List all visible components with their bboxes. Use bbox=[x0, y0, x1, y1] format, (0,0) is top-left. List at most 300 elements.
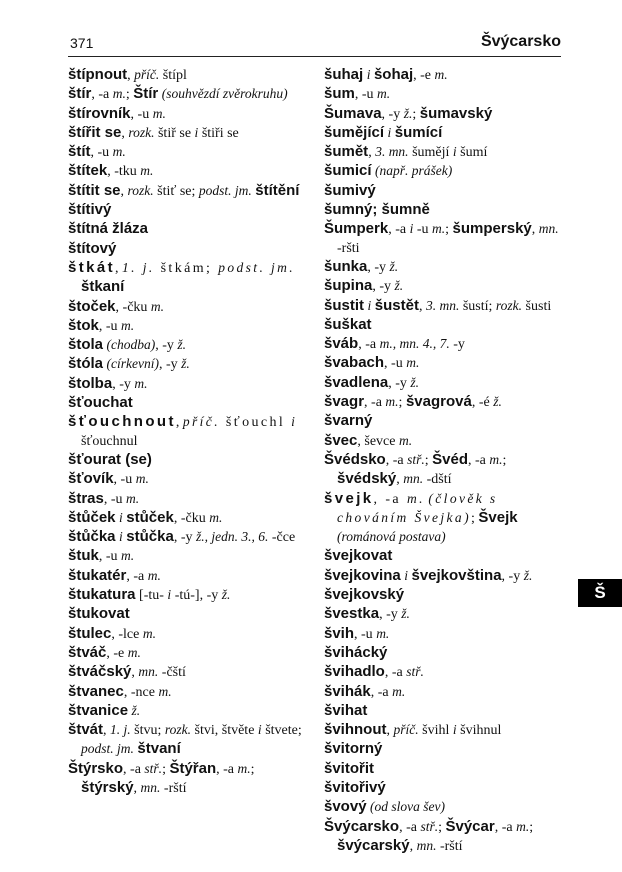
dictionary-entry bbox=[324, 586, 564, 605]
entry-text: -rští bbox=[160, 780, 187, 796]
entry-headword: štít bbox=[68, 143, 91, 161]
entry-headword: švagr bbox=[324, 393, 365, 411]
entry-headword: šuhaj bbox=[324, 66, 364, 83]
entry-text: i bbox=[366, 67, 371, 82]
entry-headword: švédský bbox=[337, 470, 397, 488]
entry-headword: švejkovština bbox=[411, 566, 502, 584]
entry-text: , -y bbox=[381, 106, 404, 122]
entry-text: štiři se bbox=[198, 125, 239, 141]
entry-text: šumějí bbox=[408, 145, 453, 161]
entry-headword: švejkovat bbox=[324, 547, 393, 565]
entry-text: , bbox=[396, 472, 404, 488]
dictionary-entry bbox=[324, 143, 564, 162]
entry-text: -y bbox=[449, 337, 465, 353]
entry-text: , -čku bbox=[115, 299, 151, 315]
entry-text: stř. bbox=[144, 760, 163, 776]
entry-headword: Švejk bbox=[478, 508, 518, 526]
dictionary-entry bbox=[68, 240, 308, 259]
dictionary-entry bbox=[68, 105, 308, 124]
entry-text: i bbox=[119, 529, 123, 545]
entry-headword: šuškat bbox=[324, 315, 372, 333]
entry-text: , -a bbox=[373, 491, 407, 507]
entry-text: i bbox=[167, 587, 172, 603]
dictionary-entry bbox=[68, 586, 308, 605]
dictionary-entry bbox=[68, 470, 308, 489]
right-column bbox=[324, 66, 564, 856]
entry-headword: šumicí bbox=[324, 162, 372, 180]
entry-headword: švový bbox=[324, 798, 367, 816]
entry-text: , -y bbox=[379, 607, 402, 623]
entry-headword: Štýřan bbox=[169, 759, 217, 777]
entry-text: švihnul bbox=[456, 723, 502, 739]
entry-headword: štvaní bbox=[137, 740, 181, 758]
entry-headword: švitorný bbox=[324, 740, 383, 758]
entry-text: , -é bbox=[471, 395, 494, 411]
entry-headword: štítek bbox=[68, 162, 108, 180]
entry-text: , -y bbox=[367, 259, 390, 275]
entry-headword: štuk bbox=[68, 547, 99, 565]
entry-headword: štůček bbox=[68, 508, 116, 526]
entry-text: , -u bbox=[354, 87, 378, 103]
dictionary-entry bbox=[68, 220, 308, 239]
entry-headword: štukatura bbox=[68, 586, 136, 604]
entry-text: m. bbox=[126, 490, 140, 506]
entry-text: (chodba) bbox=[106, 337, 156, 353]
dictionary-entry bbox=[68, 683, 308, 702]
entry-text: i bbox=[409, 221, 414, 237]
dictionary-entry bbox=[324, 451, 564, 490]
entry-text: šťouchl bbox=[219, 415, 292, 431]
entry-headword: švitořivý bbox=[324, 778, 386, 796]
entry-text: ž., jedn. 3., 6. bbox=[196, 529, 269, 545]
entry-headword: štír bbox=[68, 85, 92, 103]
entry-text: m. bbox=[127, 644, 141, 660]
entry-headword: Šumperk bbox=[324, 220, 389, 238]
entry-text: rozk. bbox=[495, 297, 523, 313]
entry-text: -dští bbox=[423, 472, 452, 488]
dictionary-entry bbox=[68, 663, 308, 682]
entry-text: ; bbox=[502, 452, 507, 468]
entry-text: 1. j. bbox=[110, 722, 131, 738]
entry-headword: štítění bbox=[255, 181, 300, 199]
entry-text: , -e bbox=[106, 645, 128, 661]
dictionary-entry bbox=[324, 66, 564, 85]
entry-text: , -a bbox=[370, 684, 393, 700]
entry-text: , -y bbox=[388, 375, 411, 391]
dictionary-entry bbox=[324, 760, 564, 779]
entry-headword: švihat bbox=[324, 701, 368, 719]
entry-text: mn. bbox=[138, 664, 159, 680]
entry-text: ; bbox=[250, 761, 255, 777]
dictionary-entry bbox=[324, 105, 564, 124]
entry-text: podst. jm. bbox=[198, 182, 252, 198]
dictionary-entry bbox=[324, 625, 564, 644]
entry-text: m. bbox=[147, 567, 161, 583]
entry-text: rozk. bbox=[164, 722, 192, 738]
entry-headword: štukovat bbox=[68, 605, 130, 623]
entry-headword: švihnout bbox=[324, 721, 387, 739]
entry-text: , -a bbox=[216, 761, 238, 777]
entry-text: , -u bbox=[103, 491, 127, 507]
entry-headword: šumivý bbox=[324, 181, 376, 199]
entry-text: , bbox=[131, 665, 139, 681]
entry-text: m. bbox=[406, 355, 420, 371]
entry-text: m. bbox=[135, 471, 149, 487]
entry-headword: švarný bbox=[324, 412, 373, 430]
entry-text: , ševce bbox=[357, 433, 399, 449]
entry-text: ž. bbox=[131, 702, 141, 718]
entry-text: , -a bbox=[399, 819, 421, 835]
entry-headword: šustit bbox=[324, 296, 365, 314]
entry-text: stř. bbox=[420, 818, 439, 834]
entry-headword: štras bbox=[68, 489, 104, 507]
entry-text: , -a bbox=[91, 87, 113, 103]
entry-text: , bbox=[121, 125, 129, 141]
entry-text: i bbox=[257, 722, 262, 738]
entry-text: mn. bbox=[403, 471, 424, 487]
entry-text: i bbox=[194, 124, 199, 140]
dictionary-entry bbox=[68, 490, 308, 509]
entry-text: , bbox=[418, 298, 426, 314]
entry-text: (např. prášek) bbox=[375, 163, 453, 179]
entry-text: příč. bbox=[134, 67, 160, 82]
entry-text: šustí; bbox=[459, 298, 496, 314]
entry-headword: štulec bbox=[68, 624, 112, 642]
entry-text: , -a bbox=[123, 761, 145, 777]
entry-headword: Šumava bbox=[324, 104, 382, 122]
entry-text: stř. bbox=[406, 664, 424, 680]
entry-headword: šumperský bbox=[452, 220, 532, 238]
entry-text: ž. bbox=[403, 105, 413, 121]
entry-text: ž. bbox=[177, 337, 187, 353]
entry-headword: štola bbox=[68, 336, 104, 354]
page-number: 371 bbox=[70, 35, 94, 51]
entry-text: m. bbox=[392, 683, 406, 699]
entry-headword: šustět bbox=[374, 296, 419, 314]
entry-text: [-tu- bbox=[135, 588, 168, 604]
entry-headword: švýcarský bbox=[337, 836, 410, 854]
dictionary-entry bbox=[68, 394, 308, 413]
entry-text: i bbox=[119, 509, 123, 525]
entry-headword: šumějící bbox=[324, 123, 385, 141]
entry-text: 1. j. bbox=[122, 259, 155, 275]
entry-text: štvu; bbox=[130, 723, 165, 739]
dictionary-entry bbox=[324, 316, 564, 335]
dictionary-entry bbox=[324, 605, 564, 624]
entry-text: , -a bbox=[358, 337, 380, 353]
entry-text: , -y bbox=[372, 279, 395, 295]
dictionary-entry bbox=[324, 567, 564, 586]
entry-text: ; bbox=[438, 819, 446, 835]
entry-text: , -y bbox=[155, 338, 178, 354]
entry-text: štípl bbox=[159, 68, 187, 83]
entry-text: , -u bbox=[90, 145, 113, 161]
entry-text: mn. bbox=[538, 221, 559, 237]
entry-headword: Švéd bbox=[432, 450, 468, 468]
entry-text: , bbox=[531, 222, 539, 238]
entry-text: , -tku bbox=[107, 164, 141, 180]
entry-headword: štoček bbox=[68, 297, 116, 315]
entry-text: , -y bbox=[173, 530, 196, 546]
entry-text: , -a bbox=[467, 452, 490, 468]
entry-text: , bbox=[368, 145, 376, 161]
entry-text: m. bbox=[237, 760, 251, 776]
entry-text: , bbox=[133, 780, 141, 796]
entry-text: , bbox=[409, 838, 417, 854]
entry-text: m. bbox=[121, 317, 135, 333]
entry-text: m. bbox=[489, 451, 503, 467]
entry-text: m. bbox=[398, 432, 413, 448]
dictionary-entry bbox=[68, 182, 308, 201]
dictionary-entry bbox=[324, 220, 564, 258]
entry-text: šumí bbox=[456, 145, 488, 161]
entry-text: (člověk s chováním Švejka) bbox=[337, 490, 498, 525]
dictionary-entry bbox=[68, 451, 308, 470]
dictionary-entry bbox=[324, 297, 564, 316]
dictionary-entry bbox=[68, 298, 308, 317]
entry-headword: šunka bbox=[324, 257, 368, 275]
entry-headword: štířit se bbox=[68, 123, 122, 141]
entry-text: m. bbox=[209, 509, 223, 525]
entry-headword: štvát bbox=[68, 721, 104, 739]
entry-headword: štolba bbox=[68, 374, 113, 392]
entry-text: , -a bbox=[385, 452, 408, 468]
dictionary-entry bbox=[68, 355, 308, 374]
entry-text: , bbox=[175, 415, 183, 431]
entry-text: , -čku bbox=[173, 510, 210, 526]
entry-headword: šumavský bbox=[419, 104, 493, 122]
entry-text: m. bbox=[134, 375, 148, 391]
entry-headword: švejkovina bbox=[324, 566, 401, 584]
entry-headword: štkaní bbox=[81, 278, 125, 296]
dictionary-entry bbox=[324, 374, 564, 393]
entry-text: štvete; bbox=[261, 723, 302, 739]
dictionary-entry bbox=[324, 490, 564, 548]
entry-headword: štok bbox=[68, 316, 99, 334]
entry-text: ; bbox=[470, 510, 479, 526]
entry-headword: šumět bbox=[324, 143, 369, 161]
entry-text: , -lce bbox=[111, 626, 143, 642]
dictionary-entry bbox=[324, 547, 564, 566]
entry-headword: švihadlo bbox=[324, 663, 385, 681]
entry-text: -rští bbox=[436, 838, 463, 854]
entry-headword: Štýrsko bbox=[68, 759, 124, 777]
entry-headword: štváčský bbox=[68, 663, 132, 681]
left-column bbox=[68, 66, 308, 798]
entry-text: ž. bbox=[181, 356, 190, 372]
entry-headword: šťouchnout bbox=[68, 413, 176, 431]
entry-headword: štítivý bbox=[68, 201, 112, 219]
dictionary-entry bbox=[324, 85, 564, 104]
entry-text: m. bbox=[140, 163, 154, 179]
entry-text: ; bbox=[125, 87, 134, 103]
entry-text: , -u bbox=[98, 318, 122, 334]
entry-text: , -u bbox=[354, 626, 377, 642]
dictionary-entry bbox=[324, 818, 564, 857]
entry-headword: štítit se bbox=[68, 181, 121, 199]
entry-text: -tú-], -y bbox=[171, 588, 222, 604]
entry-headword: švihácký bbox=[324, 643, 388, 661]
entry-headword: šumící bbox=[394, 123, 443, 141]
dictionary-entry bbox=[324, 277, 564, 296]
entry-headword: švec bbox=[324, 431, 358, 449]
entry-text: m. bbox=[406, 490, 425, 506]
entry-text: , bbox=[120, 183, 128, 199]
entry-text: m. bbox=[112, 144, 126, 160]
entry-text: , bbox=[127, 68, 135, 83]
entry-text: mn. bbox=[140, 779, 161, 795]
dictionary-entry bbox=[68, 509, 308, 528]
dictionary-entry bbox=[324, 335, 564, 354]
entry-headword: šumný; šumně bbox=[324, 201, 430, 219]
entry-text: (souhvězdí zvěrokruhu) bbox=[161, 86, 288, 102]
thumb-index-tab: Š bbox=[578, 579, 622, 607]
entry-text: ž. bbox=[394, 278, 404, 294]
dictionary-entry bbox=[68, 721, 308, 760]
entry-text: , -a bbox=[126, 568, 148, 584]
entry-text: ž. bbox=[221, 587, 231, 603]
entry-text: ž. bbox=[493, 394, 502, 410]
entry-text: m. bbox=[385, 394, 399, 410]
entry-headword: švejkovský bbox=[324, 586, 405, 604]
dictionary-entry bbox=[324, 432, 564, 451]
entry-headword: Švédsko bbox=[324, 450, 386, 468]
entry-headword: štvanec bbox=[68, 682, 124, 700]
entry-text: (románová postava) bbox=[337, 529, 446, 545]
entry-text: švihl bbox=[418, 723, 453, 739]
entry-text: , bbox=[386, 723, 394, 739]
entry-text: ž. bbox=[389, 258, 399, 274]
entry-text: , -a bbox=[388, 222, 410, 238]
entry-text: , -y bbox=[112, 376, 135, 392]
dictionary-entry bbox=[324, 798, 564, 817]
entry-text: podst. jm. bbox=[81, 741, 134, 757]
entry-text: m. bbox=[377, 86, 391, 102]
entry-text: m. bbox=[142, 625, 156, 641]
entry-text: m. bbox=[150, 298, 165, 314]
dictionary-entry bbox=[324, 663, 564, 682]
entry-text: , -a bbox=[494, 819, 517, 835]
entry-text: , -a bbox=[384, 665, 407, 681]
dictionary-entry bbox=[324, 779, 564, 798]
entry-text: ; bbox=[412, 106, 420, 122]
entry-text: m. bbox=[516, 818, 530, 834]
entry-text: rozk. bbox=[128, 124, 155, 140]
dictionary-entry bbox=[68, 85, 308, 104]
entry-text: 3. mn. bbox=[425, 297, 460, 313]
dictionary-entry bbox=[68, 259, 308, 298]
entry-text: m. bbox=[121, 548, 135, 564]
entry-text: , -y bbox=[158, 357, 182, 373]
entry-text: , -u bbox=[98, 549, 122, 565]
entry-text: 3. mn. bbox=[375, 144, 409, 160]
entry-text: ; bbox=[529, 819, 534, 835]
entry-headword: šťovík bbox=[68, 470, 114, 488]
dictionary-entry bbox=[324, 702, 564, 721]
entry-headword: švejk bbox=[324, 489, 374, 507]
entry-headword: šohaj bbox=[373, 66, 414, 83]
dictionary-entry bbox=[68, 644, 308, 663]
entry-text: podst. jm. bbox=[218, 259, 296, 275]
entry-text: šusti bbox=[522, 298, 552, 314]
entry-text: ; bbox=[424, 452, 433, 468]
entry-text: m. bbox=[432, 221, 446, 237]
entry-text: (od slova šev) bbox=[370, 799, 446, 815]
entry-text: , bbox=[115, 260, 123, 276]
entry-headword: švitořit bbox=[324, 759, 375, 777]
entry-headword: Štír bbox=[133, 85, 159, 103]
entry-text: -čce bbox=[268, 530, 296, 546]
dictionary-entry bbox=[68, 201, 308, 220]
entry-headword: štkát bbox=[68, 258, 116, 276]
entry-headword: švadlena bbox=[324, 373, 389, 391]
entry-text: i bbox=[291, 414, 295, 430]
running-head: Švýcarsko bbox=[480, 33, 561, 50]
dictionary-entry bbox=[324, 412, 564, 431]
entry-text: štiř se bbox=[154, 125, 195, 141]
entry-text: štiť se; bbox=[153, 183, 199, 199]
header-rule bbox=[68, 56, 561, 57]
dictionary-entry bbox=[324, 683, 564, 702]
entry-text: m. bbox=[158, 683, 172, 699]
entry-headword: štukatér bbox=[68, 566, 127, 584]
entry-headword: švabach bbox=[324, 354, 385, 372]
entry-text: ž. bbox=[401, 606, 410, 622]
entry-headword: štítná žláza bbox=[68, 220, 149, 238]
entry-text: , -e bbox=[413, 68, 435, 83]
dictionary-entry bbox=[68, 336, 308, 355]
entry-text: i bbox=[404, 567, 408, 583]
dictionary-entry bbox=[324, 644, 564, 663]
dictionary-entry bbox=[68, 702, 308, 721]
entry-text: štvi, štvěte bbox=[191, 723, 258, 739]
dictionary-entry bbox=[68, 605, 308, 624]
dictionary-entry bbox=[68, 162, 308, 181]
entry-headword: stůček bbox=[126, 508, 174, 526]
entry-text: rozk. bbox=[127, 182, 154, 198]
dictionary-entry bbox=[324, 124, 564, 143]
entry-headword: Švýcar bbox=[445, 817, 495, 835]
entry-text: šťouchnul bbox=[81, 433, 138, 449]
entry-text: m. bbox=[434, 67, 448, 82]
dictionary-entry bbox=[68, 413, 308, 451]
entry-text: -ršti bbox=[337, 240, 360, 256]
entry-text: i bbox=[452, 722, 457, 738]
dictionary-entry bbox=[324, 354, 564, 373]
entry-headword: švihák bbox=[324, 682, 371, 700]
entry-text: štkám; bbox=[154, 260, 219, 276]
entry-text: ž. bbox=[410, 374, 420, 390]
dictionary-entry bbox=[324, 258, 564, 277]
entry-text: , -nce bbox=[123, 684, 159, 700]
entry-text: , bbox=[103, 723, 111, 739]
dictionary-entry bbox=[68, 66, 308, 85]
entry-headword: štýrský bbox=[81, 778, 134, 796]
entry-headword: štítový bbox=[68, 239, 117, 257]
dictionary-entry bbox=[68, 143, 308, 162]
dictionary-entry bbox=[68, 567, 308, 586]
entry-headword: šváb bbox=[324, 335, 359, 353]
entry-headword: štípnout bbox=[68, 66, 128, 83]
entry-text: příč. bbox=[182, 414, 220, 430]
dictionary-entry bbox=[68, 317, 308, 336]
entry-text: , -u bbox=[130, 106, 153, 122]
entry-text: -čští bbox=[158, 665, 186, 681]
dictionary-entry bbox=[68, 760, 308, 799]
dictionary-entry bbox=[68, 124, 308, 143]
dictionary-entry bbox=[324, 721, 564, 740]
entry-headword: šťouchat bbox=[68, 394, 133, 412]
